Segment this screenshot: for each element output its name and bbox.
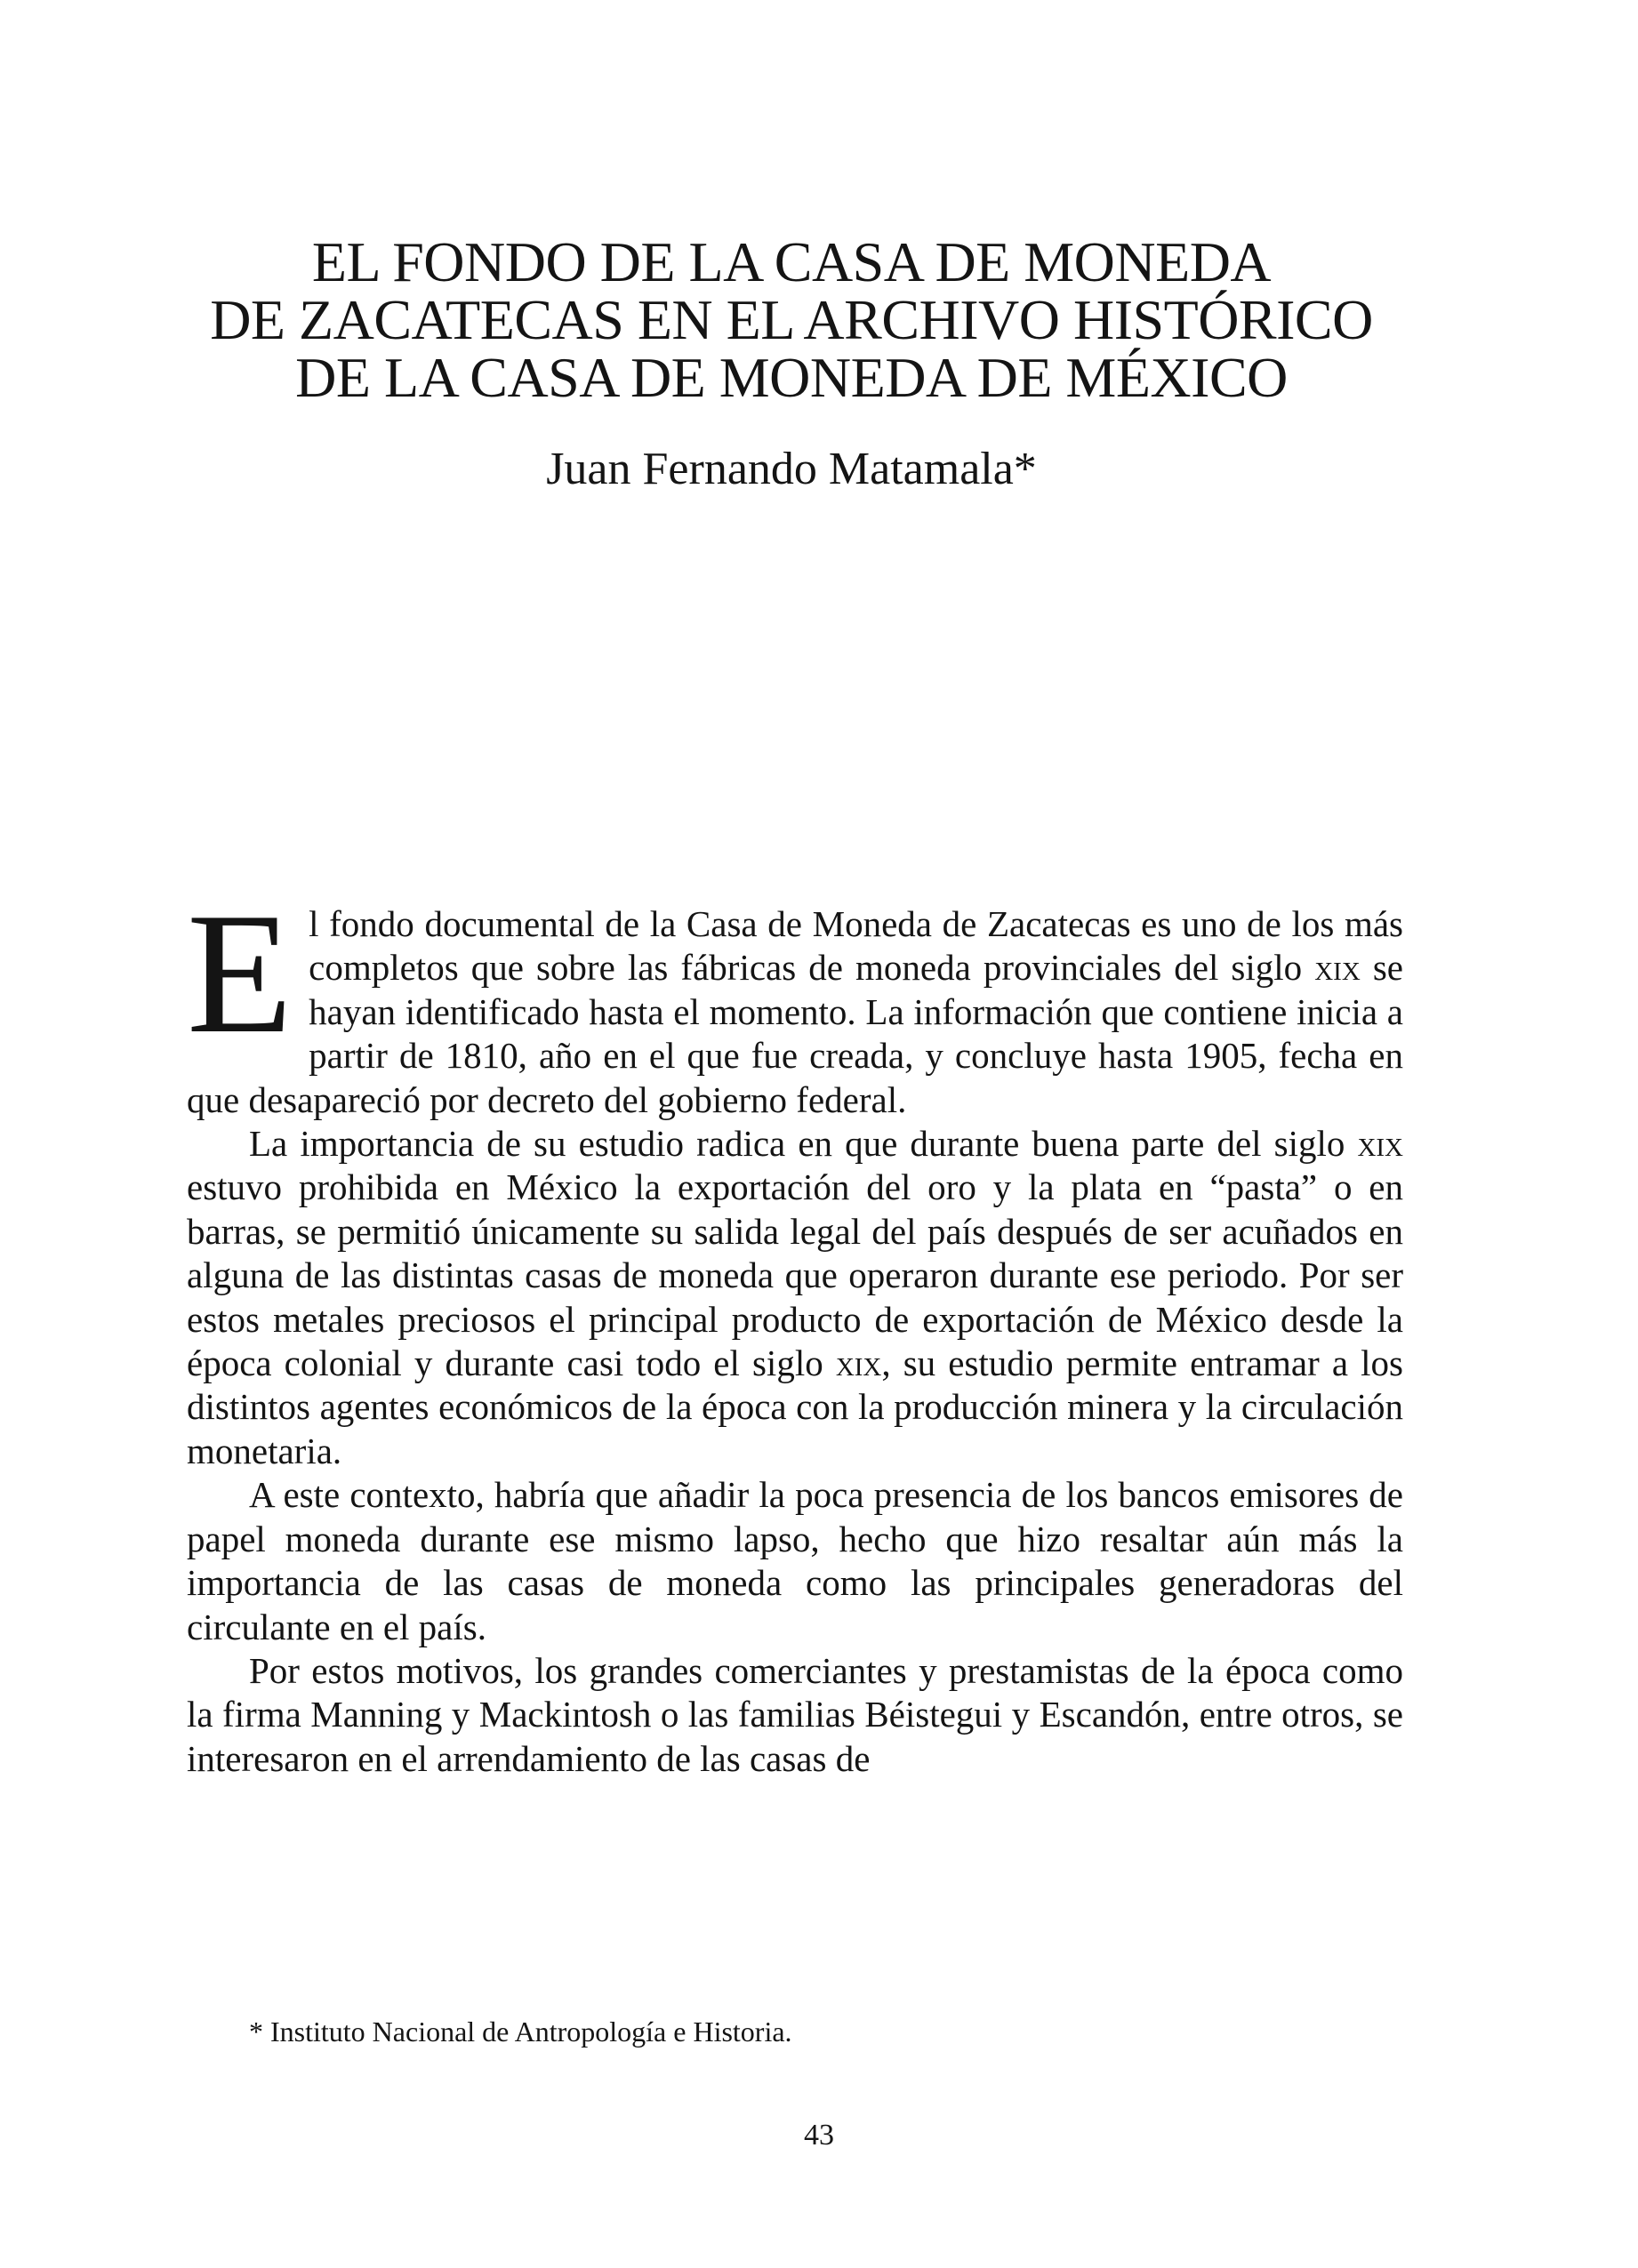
paragraph-3: A este contexto, habría que añadir la poca presencia de los bancos emisores de papel moneda durante ese mismo lapso, hecho que hizo resaltar aún más la importancia de las casas de moneda como las principales generadoras del circulante en el país. xyxy=(187,1474,1403,1647)
paragraph-2-text-b: estuvo prohibida en México la exportación del oro y la plata en “pasta” o en barras, se permitió únicamente su salida legal del país después de ser acuñados en alguna de las distintas casas de moneda que operaron durante ese periodo. Por ser estos metales preciosos el principal producto de exportación de México desde la época colonial y durante casi todo el siglo xyxy=(187,1166,1403,1384)
article-body xyxy=(187,878,1404,1781)
paragraph-1-text-b: se hayan identificado hasta el momento. La información que contiene inicia a partir de 1810, año en el que fue creada, y concluye hasta 1905, fecha en que desapareció por decreto del gobierno federal. xyxy=(187,947,1403,1120)
paragraph-4: Por estos motivos, los grandes comerciantes y prestamistas de la época como la firma Manning y Mackintosh o las familias Béistegui y Escandón, entre otros, se interesaron en el arrendamiento de las casas de xyxy=(187,1649,1403,1779)
title-line-2: DE ZACATECAS EN EL ARCHIVO HISTÓRICO xyxy=(210,288,1373,351)
footnote: * Instituto Nacional de Antropología e Historia. xyxy=(249,2016,792,2048)
paragraph-2 xyxy=(187,1122,1403,1473)
century-numeral: xix xyxy=(835,1342,882,1384)
paragraph-2-text-a: La importancia de su estudio radica en que durante buena parte del siglo xyxy=(249,1123,1358,1165)
paragraph-2-text-c: , su estudio permite entramar a los distintos agentes económicos de la época con la producción minera y la circulación monetaria. xyxy=(187,1342,1404,1471)
paragraph-1-text-a: l fondo documental de la Casa de Moneda de Zacatecas es uno de los más completos que sobre las fábricas de moneda provinciales del siglo xyxy=(309,903,1403,989)
drop-cap: E xyxy=(187,878,293,1070)
century-numeral: xix xyxy=(1357,1123,1403,1165)
paragraph-1 xyxy=(187,878,1403,1122)
century-numeral: xix xyxy=(1314,947,1361,989)
author-name: Juan Fernando Matamala* xyxy=(546,444,1037,494)
page-number: 43 xyxy=(804,2119,834,2152)
article-title xyxy=(178,230,1405,409)
title-line-3: DE LA CASA DE MONEDA DE MÉXICO xyxy=(295,346,1288,409)
title-line-1: EL FONDO DE LA CASA DE MONEDA xyxy=(311,230,1272,293)
